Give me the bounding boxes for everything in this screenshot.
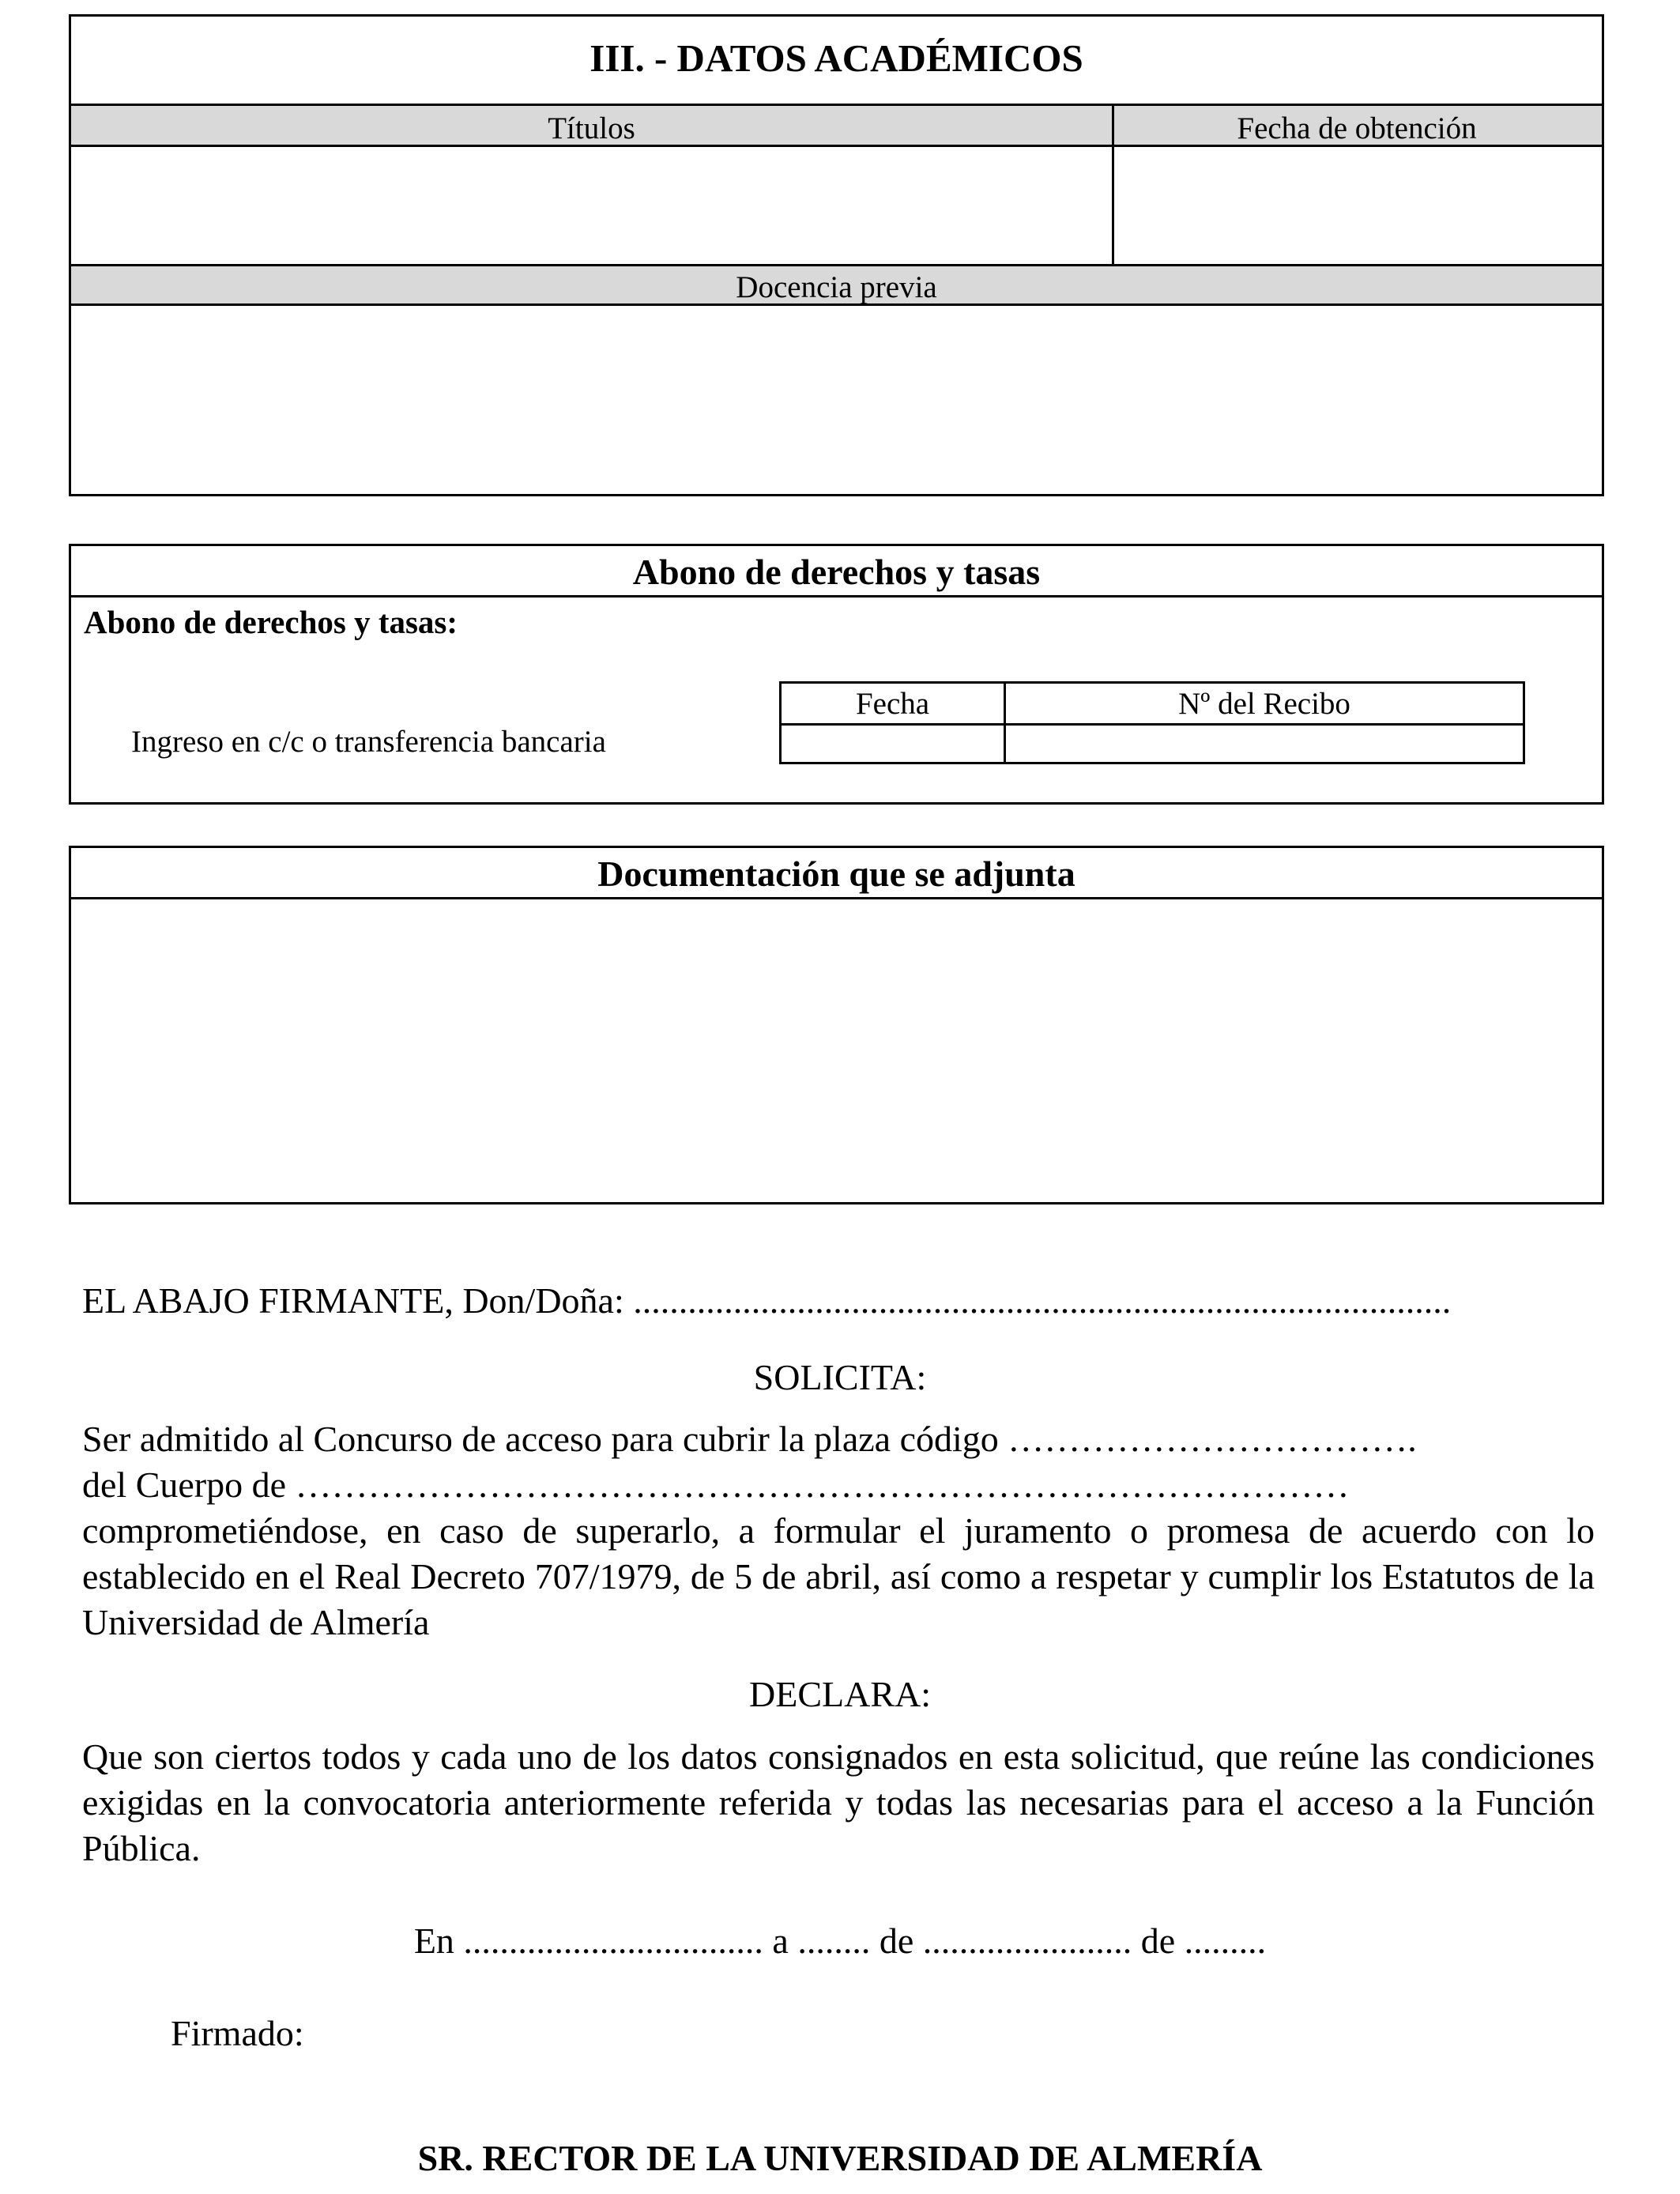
attached-docs-field[interactable]: [71, 899, 1602, 1202]
docencia-previa-header: Docencia previa: [736, 270, 937, 304]
fees-label: Abono de derechos y tasas:: [84, 604, 458, 640]
receipt-fecha-header: Fecha: [855, 687, 930, 721]
academic-section-title: III. - DATOS ACADÉMICOS: [590, 36, 1083, 80]
declara-heading: DECLARA:: [749, 1674, 931, 1714]
solicita-heading: SOLICITA:: [753, 1357, 927, 1397]
attached-docs-title: Documentación que se adjunta: [597, 854, 1075, 894]
receipt-number-field[interactable]: [1006, 726, 1523, 762]
fees-section: [69, 544, 1604, 805]
solicita-plaza-line: Ser admitido al Concurso de acceso para cubrir la plaza código …………………………….: [82, 1419, 1417, 1459]
titulos-column-header: Títulos: [548, 111, 635, 145]
place-date-line: En ................................. a ........ de ....................... de .........: [413, 1921, 1267, 1961]
receipt-fecha-field[interactable]: [782, 726, 1004, 762]
fecha-obtencion-column-header: Fecha de obtención: [1237, 111, 1477, 145]
receipt-table: [779, 681, 1525, 764]
signer-name-line: EL ABAJO FIRMANTE, Don/Doña: ..........................................................................................: [82, 1280, 1452, 1321]
payment-method-text: Ingreso en c/c o transferencia bancaria: [131, 725, 606, 759]
solicita-cuerpo-line: del Cuerpo de ……………………………………………………………………………: [82, 1465, 1350, 1505]
solicita-paragraph: comprometiéndose, en caso de superarlo, a formular el juramento o promesa de acuerdo con lo establecido en el Real Decreto 707/1979, de 5 de abril, así como a respetar y cumplir los Estatutos de la Universidad de Almería: [82, 1510, 1595, 1642]
signature-label: Firmado:: [171, 2013, 304, 2053]
attached-docs-section: [69, 846, 1604, 1204]
addressee-line: SR. RECTOR DE LA UNIVERSIDAD DE ALMERÍA: [417, 2138, 1263, 2178]
fees-section-title: Abono de derechos y tasas: [632, 552, 1041, 592]
receipt-number-header: Nº del Recibo: [1178, 687, 1350, 721]
academic-data-section: [69, 14, 1604, 496]
declara-paragraph: Que son ciertos todos y cada uno de los datos consignados en esta solicitud, que reúne las condiciones exigidas en la convocatoria anteriormente referida y todas las necesarias para el acceso a la Función Pública.: [82, 1736, 1595, 1868]
docencia-previa-field[interactable]: [71, 306, 1602, 494]
fecha-obtencion-field[interactable]: [1114, 147, 1602, 264]
titulos-field[interactable]: [71, 147, 1112, 264]
